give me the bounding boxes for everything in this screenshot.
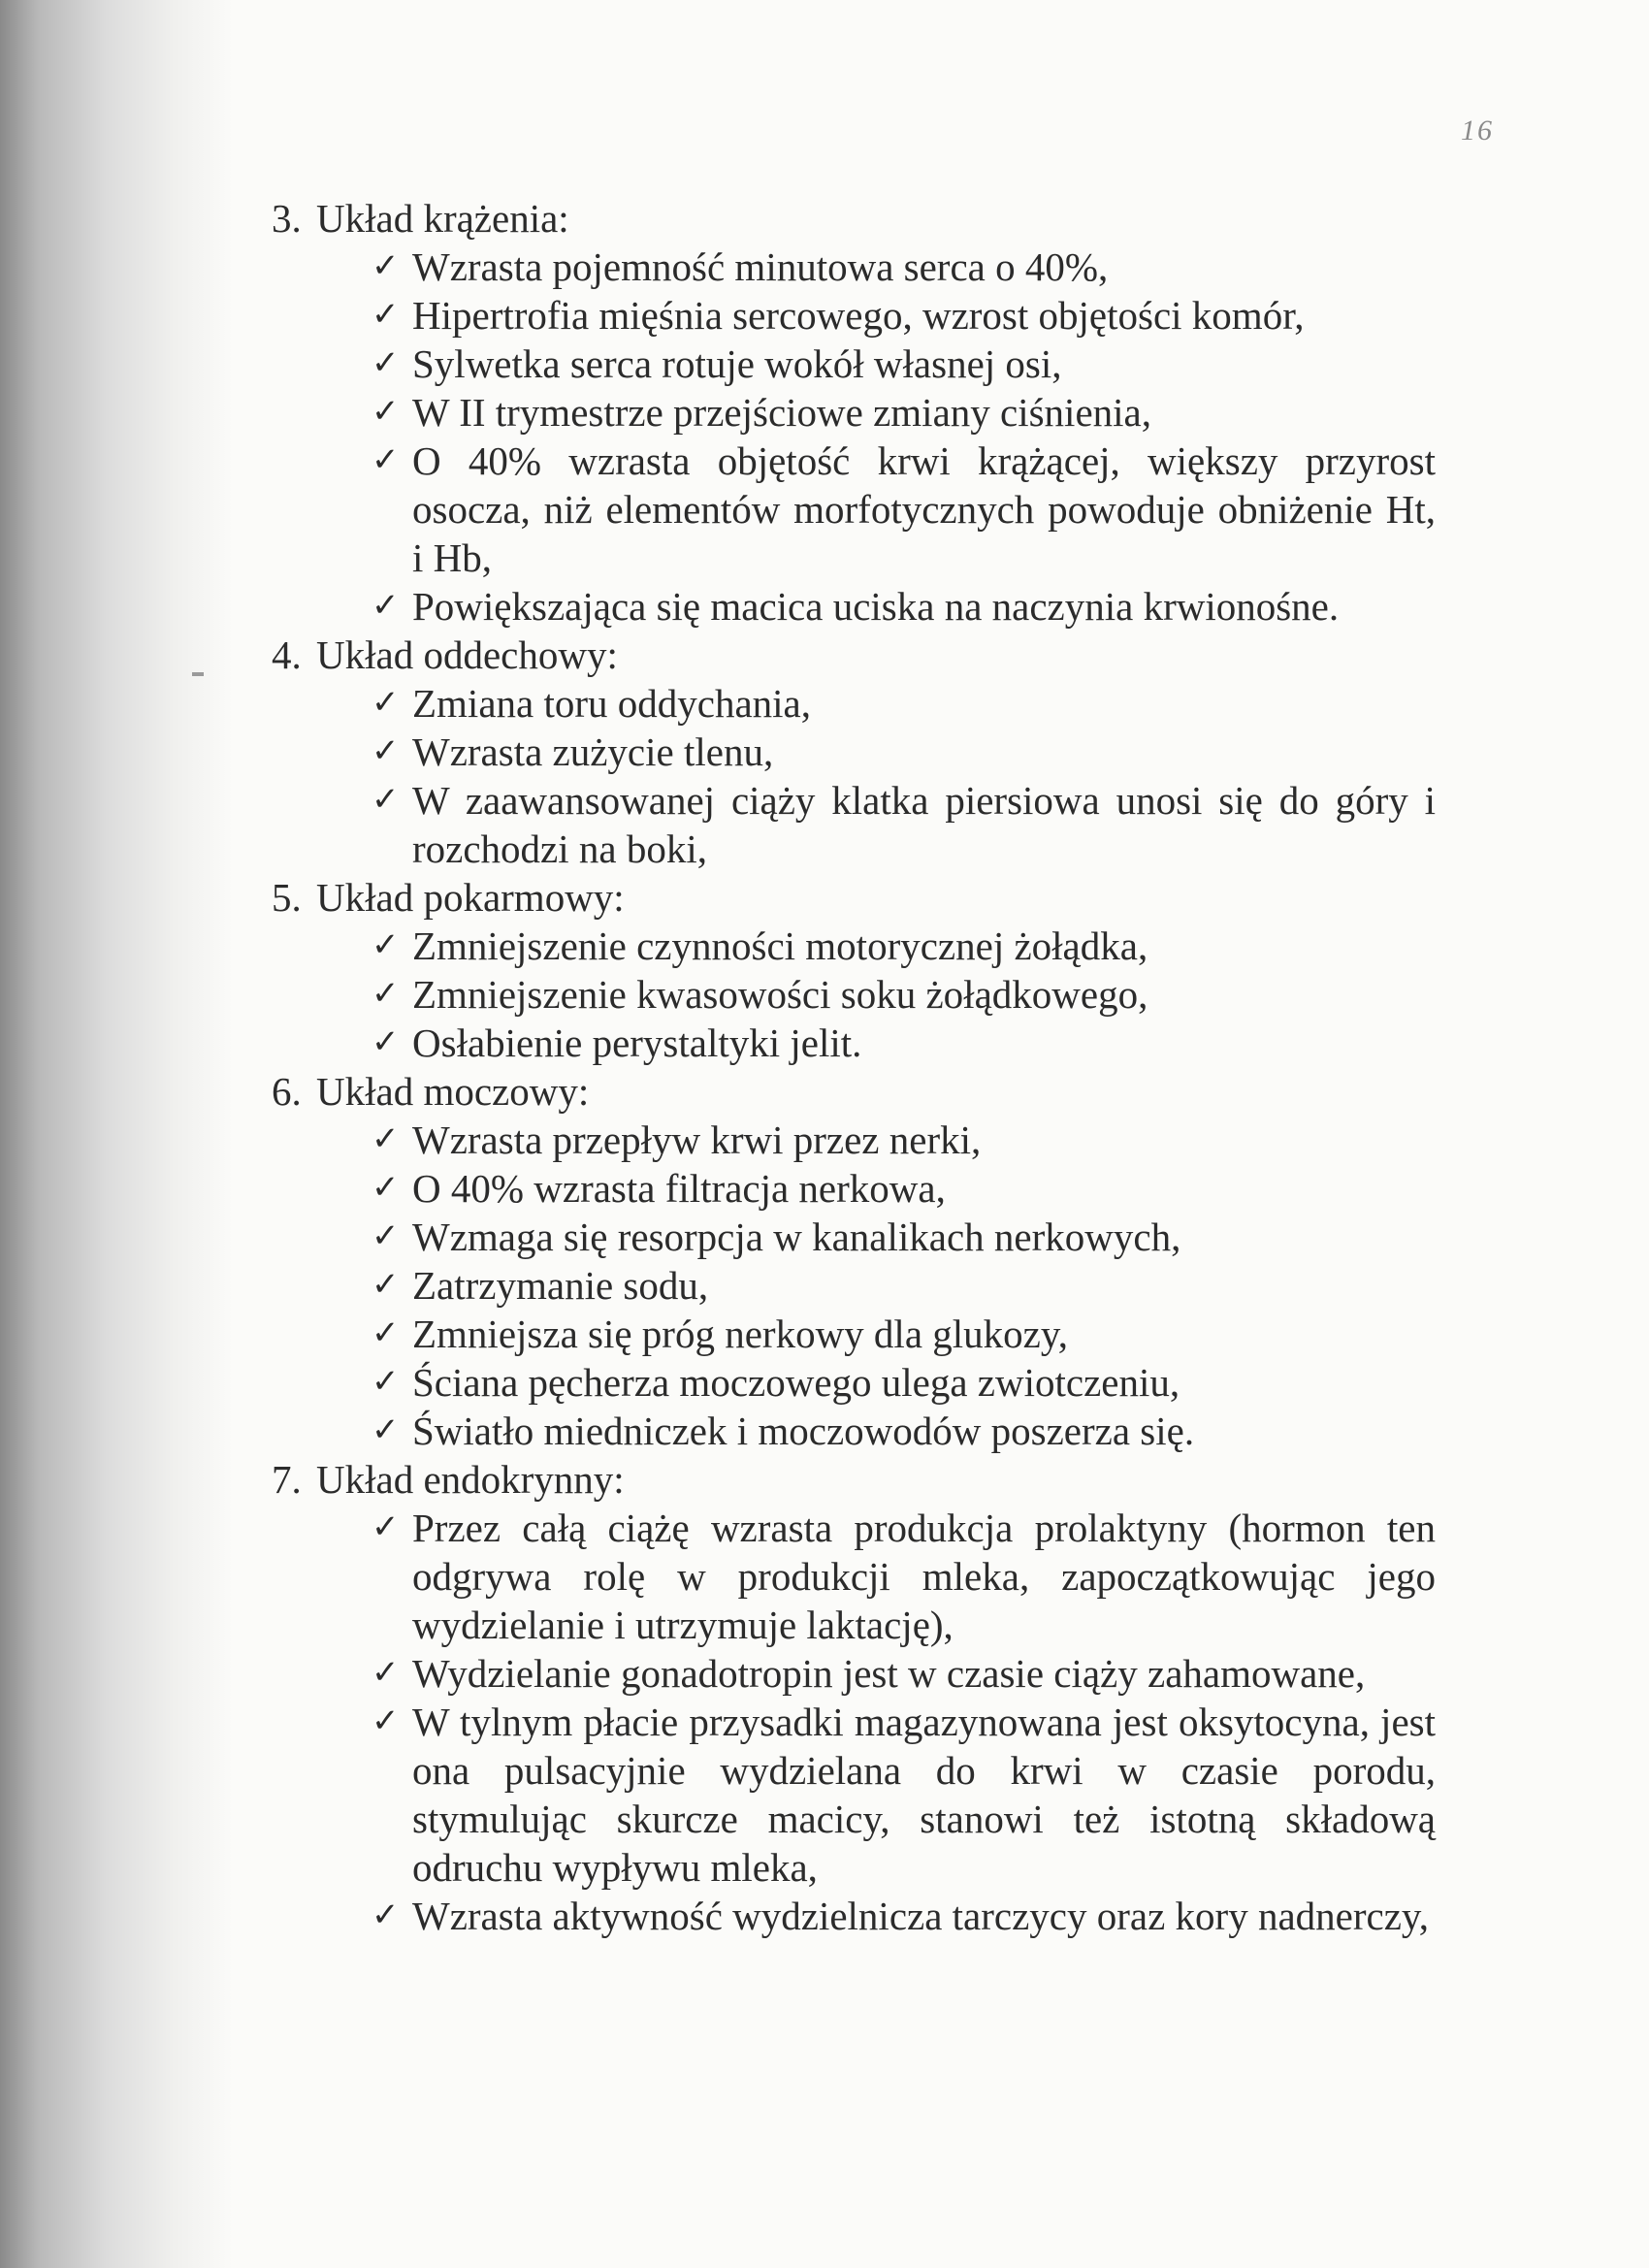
list-item [272,1698,1436,1892]
section-number: 5. [272,875,302,920]
list-item-text: W II trymestrze przejściowe zmiany ciśnienia, [412,390,1151,435]
list-item [272,340,1436,388]
section-heading [272,194,1436,243]
list-item-text: Zmniejsza się próg nerkowy dla glukozy, [412,1312,1068,1356]
list-item-text: Wzrasta przepływ krwi przez nerki, [412,1118,982,1162]
list-item-text: Hipertrofia mięśnia sercowego, wzrost objętości komór, [412,293,1305,338]
checkmark-icon: ✓ [372,588,400,624]
list-item-text: Wzmaga się resorpcja w kanalikach nerkowych, [412,1215,1181,1259]
list-item [272,388,1436,437]
list-item-text: Zatrzymanie sodu, [412,1263,709,1308]
list-item-text: W zaawansowanej ciąży klatka piersiowa unosi się do góry i rozchodzi na boki, [412,778,1436,871]
list-item-text: Ściana pęcherza moczowego ulega zwiotczeniu, [412,1360,1180,1405]
list-item [272,1358,1436,1407]
section-number: 7. [272,1457,302,1502]
checkmark-icon: ✓ [372,442,400,478]
list-item [272,1213,1436,1261]
section-heading [272,1067,1436,1116]
list-item [272,1892,1436,1940]
list-item-text: Zmiana toru oddychania, [412,681,812,726]
section-title: Układ moczowy: [316,1069,590,1114]
section-heading [272,631,1436,679]
list-item-text: O 40% wzrasta filtracja nerkowa, [412,1166,946,1211]
list-item-text: Światło miedniczek i moczowodów poszerza się. [412,1409,1195,1453]
list-item [272,243,1436,291]
list-item [272,1310,1436,1358]
list-item-text: Zmniejszenie kwasowości soku żołądkowego, [412,972,1148,1017]
list-item-text: Osłabienie perystaltyki jelit. [412,1021,862,1065]
checkmark-icon: ✓ [372,1170,400,1206]
section-title: Układ oddechowy: [316,632,618,677]
list-item [272,437,1436,582]
page-number: 16 [1461,114,1494,146]
list-item-text: Zmniejszenie czynności motorycznej żołądka, [412,923,1148,968]
checkmark-icon: ✓ [372,1218,400,1254]
checkmark-icon: ✓ [372,1703,400,1739]
list-item-text: Przez całą ciążę wzrasta produkcja prolaktyny (hormon ten odgrywa rolę w produkcji mleka, zapoczątkowując jego wydzielanie i utrzymuje laktację), [412,1506,1436,1647]
list-item [272,679,1436,728]
section-title: Układ endokrynny: [316,1457,625,1502]
list-item [272,776,1436,873]
checkmark-icon: ✓ [372,394,400,430]
list-item [272,1504,1436,1649]
list-item-text: Wzrasta pojemność minutowa serca o 40%, [412,244,1109,289]
checkmark-icon: ✓ [372,976,400,1012]
section-digestive-system [272,873,1436,1067]
scan-stray-mark [192,672,204,676]
list-item-text: Wzrasta zużycie tlenu, [412,729,774,774]
list-item-text: O 40% wzrasta objętość krwi krążącej, większy przyrost osocza, niż elementów morfotycznych powoduje obniżenie Ht, i Hb, [412,438,1436,580]
checkmark-icon: ✓ [372,927,400,963]
list-item [272,1261,1436,1310]
checkmark-icon: ✓ [372,1024,400,1060]
document-body [272,194,1436,1940]
checkmark-icon: ✓ [372,733,400,769]
list-item [272,1164,1436,1213]
section-heading [272,1455,1436,1504]
checkmark-icon: ✓ [372,1655,400,1691]
list-item-text: Powiększająca się macica uciska na naczynia krwionośne. [412,584,1340,629]
list-item [272,582,1436,631]
checkmark-icon: ✓ [372,248,400,284]
list-item-text: Wzrasta aktywność wydzielnicza tarczycy oraz kory nadnerczy, [412,1894,1429,1938]
list-item [272,1649,1436,1698]
list-item-text: Sylwetka serca rotuje wokół własnej osi, [412,341,1062,386]
list-item [272,728,1436,776]
section-circulatory-system [272,194,1436,631]
list-item [272,1407,1436,1455]
section-title: Układ krążenia: [316,196,569,241]
section-heading [272,873,1436,922]
scan-binding-shadow [0,0,233,2268]
list-item [272,970,1436,1019]
list-item [272,1019,1436,1067]
section-number: 4. [272,632,302,677]
checkmark-icon: ✓ [372,1509,400,1545]
checkmark-icon: ✓ [372,345,400,381]
list-item [272,922,1436,970]
checkmark-icon: ✓ [372,685,400,721]
checkmark-icon: ✓ [372,1412,400,1448]
checkmark-icon: ✓ [372,1121,400,1157]
checkmark-icon: ✓ [372,1315,400,1351]
section-number: 3. [272,196,302,241]
section-respiratory-system [272,631,1436,873]
checkmark-icon: ✓ [372,297,400,333]
section-title: Układ pokarmowy: [316,875,625,920]
list-item [272,291,1436,340]
list-item [272,1116,1436,1164]
checkmark-icon: ✓ [372,1364,400,1400]
list-item-text: W tylnym płacie przysadki magazynowana jest oksytocyna, jest ona pulsacyjnie wydzielana do krwi w czasie porodu, stymulując skurcze macicy, stanowi też istotną składową odruchu wypływu mleka, [412,1700,1436,1890]
section-endocrine-system [272,1455,1436,1940]
section-number: 6. [272,1069,302,1114]
list-item-text: Wydzielanie gonadotropin jest w czasie ciąży zahamowane, [412,1651,1366,1696]
checkmark-icon: ✓ [372,1897,400,1933]
section-urinary-system [272,1067,1436,1455]
checkmark-icon: ✓ [372,1267,400,1303]
checkmark-icon: ✓ [372,782,400,818]
